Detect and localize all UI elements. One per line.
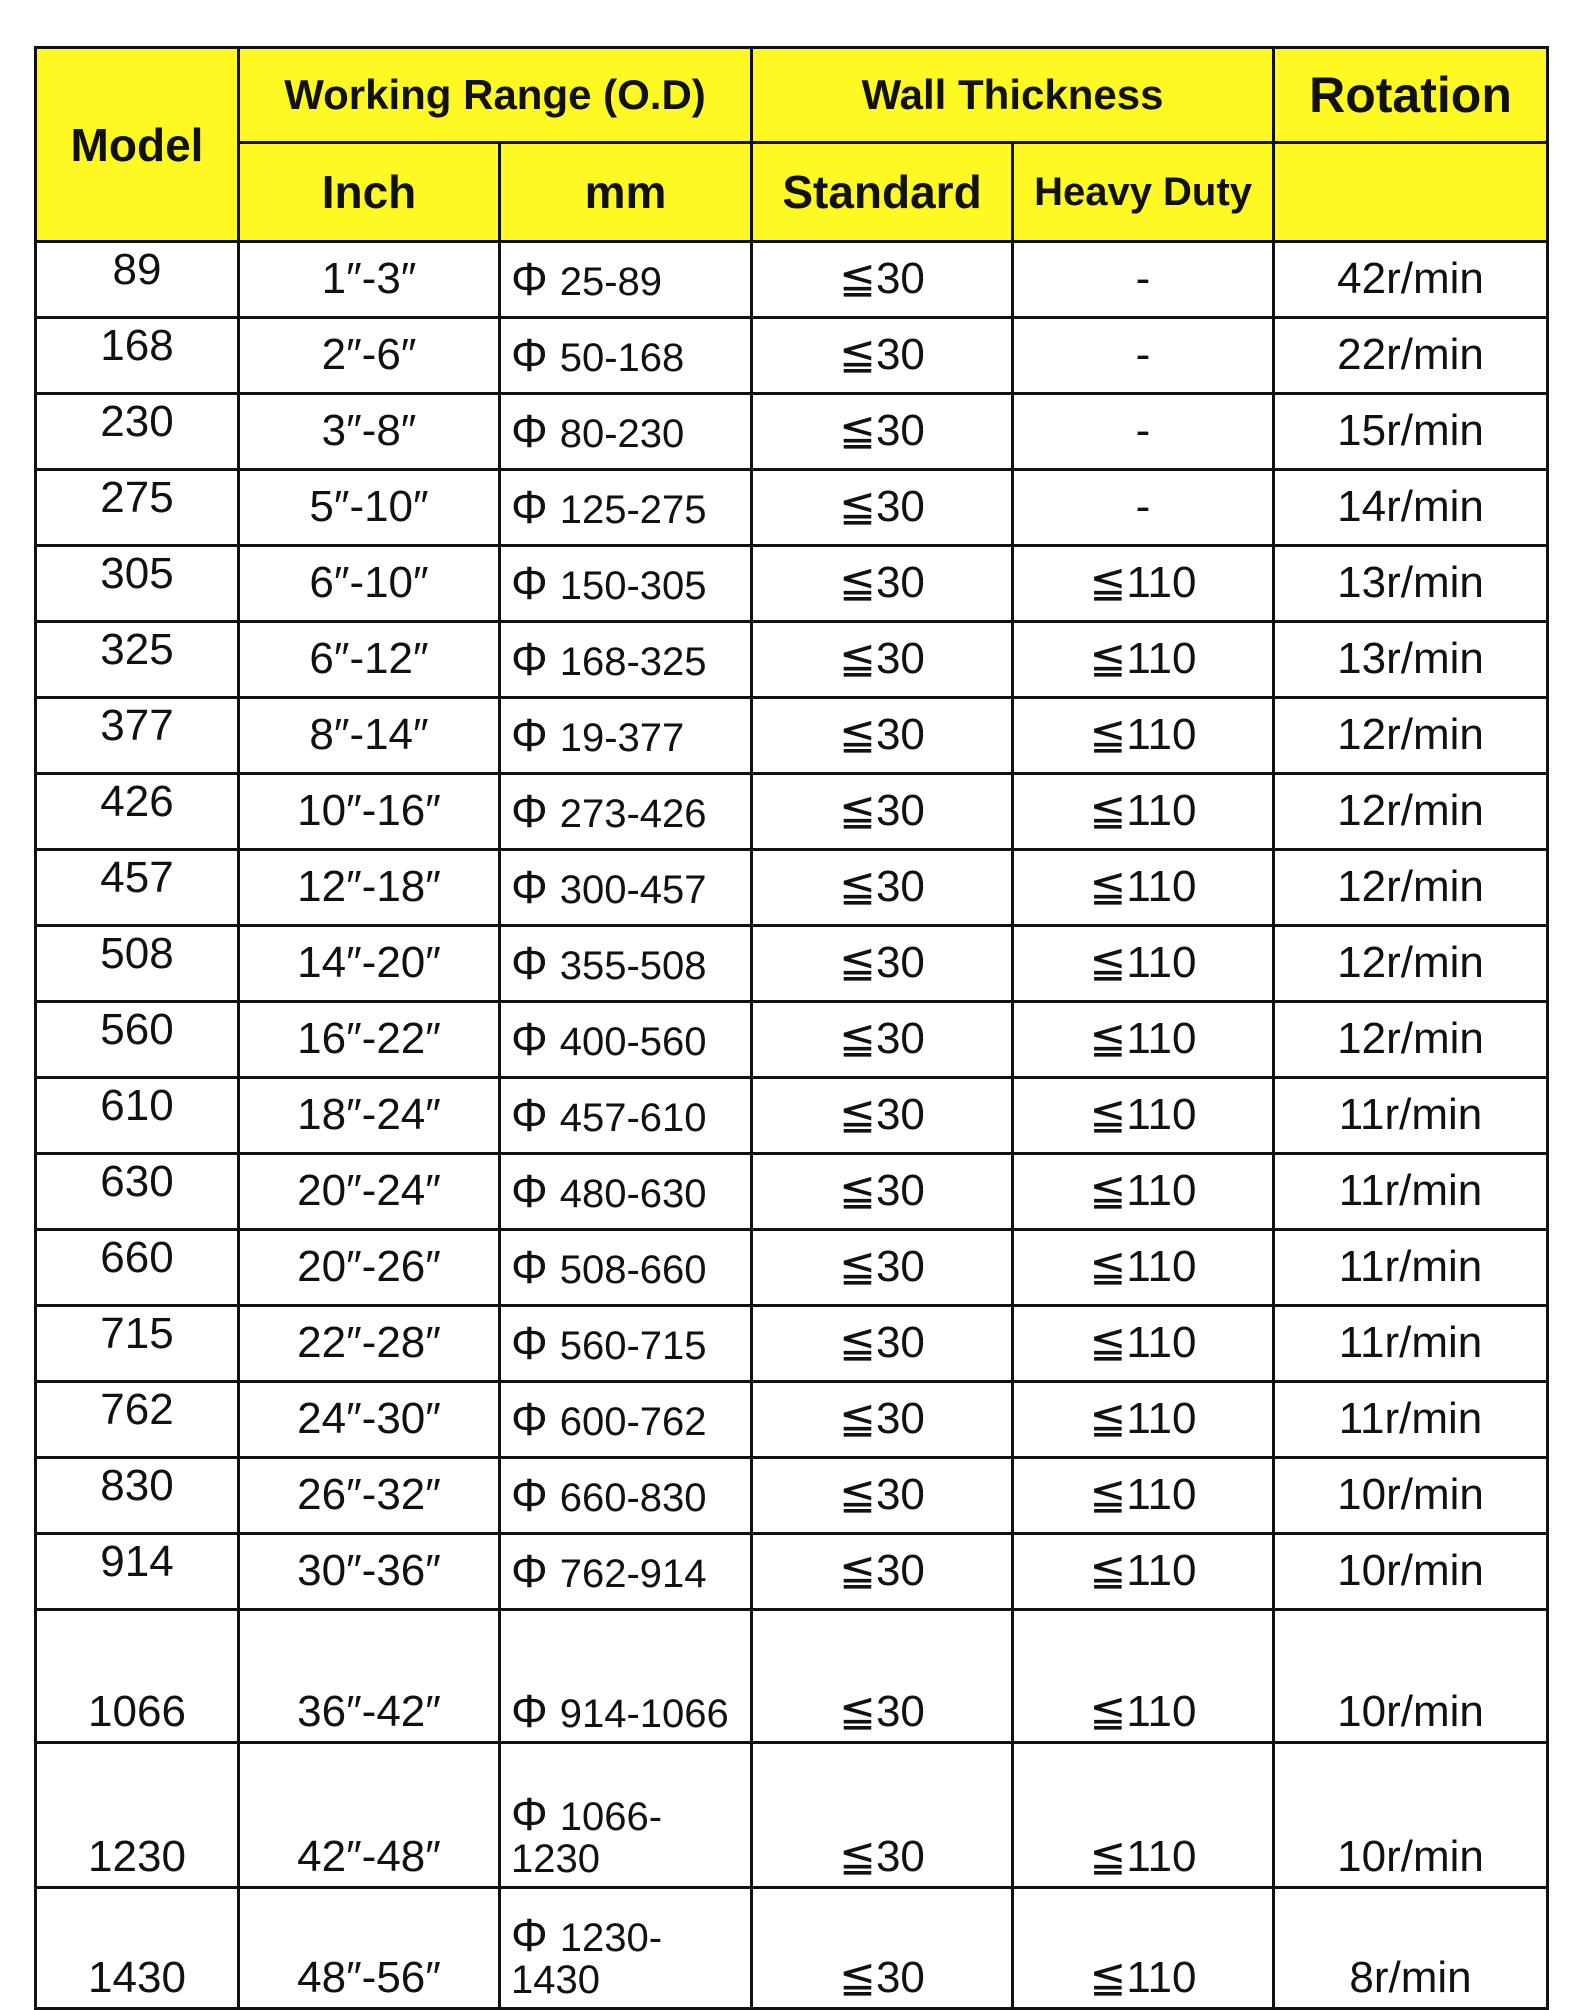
cell-inch: 24″-30″ [239,1382,500,1458]
cell-model: 630 [36,1154,239,1230]
cell-mm [500,1534,752,1610]
cell-inch: 20″-26″ [239,1230,500,1306]
table-row [36,622,1548,698]
cell-mm [500,1610,752,1743]
table-row [36,394,1548,470]
header-rotation-blank [1274,143,1548,242]
cell-model: 230 [36,394,239,470]
cell-standard: ≦30 [752,242,1013,318]
cell-mm [500,926,752,1002]
cell-heavy-duty: - [1013,242,1274,318]
cell-rotation: 12r/min [1274,698,1548,774]
diameter-symbol: Φ [511,1545,548,1598]
cell-inch: 6″-10″ [239,546,500,622]
cell-mm [500,1458,752,1534]
cell-standard: ≦30 [752,1382,1013,1458]
diameter-symbol: Φ [511,633,548,686]
cell-rotation: 10r/min [1274,1610,1548,1743]
mm-range-value: 25-89 [559,260,663,305]
cell-model: 89 [36,242,239,318]
diameter-symbol: Φ [511,1013,548,1066]
cell-mm [500,1888,752,2009]
cell-standard: ≦30 [752,470,1013,546]
cell-heavy-duty: ≦110 [1013,850,1274,926]
mm-range-value: 762-914 [559,1552,707,1597]
cell-standard: ≦30 [752,318,1013,394]
mm-range-value: 80-230 [559,412,685,457]
header-mm: mm [500,143,752,242]
cell-standard: ≦30 [752,1230,1013,1306]
cell-model: 914 [36,1534,239,1610]
cell-standard: ≦30 [752,546,1013,622]
diameter-symbol: Φ [511,1165,548,1218]
mm-range-value: 300-457 [559,868,707,913]
cell-heavy-duty: - [1013,318,1274,394]
cell-mm [500,1743,752,1888]
cell-heavy-duty: ≦110 [1013,546,1274,622]
cell-model: 508 [36,926,239,1002]
cell-standard: ≦30 [752,774,1013,850]
cell-model: 168 [36,318,239,394]
cell-rotation: 11r/min [1274,1154,1548,1230]
cell-inch: 22″-28″ [239,1306,500,1382]
cell-model: 457 [36,850,239,926]
mm-range-value: 914-1066 [559,1691,729,1736]
mm-range-value: 508-660 [559,1248,707,1293]
cell-mm [500,470,752,546]
cell-mm [500,1230,752,1306]
cell-model: 275 [36,470,239,546]
table-row [36,1743,1548,1888]
header-inch: Inch [239,143,500,242]
mm-range-value: 457-610 [559,1096,707,1141]
cell-inch: 14″-20″ [239,926,500,1002]
mm-range-value: 480-630 [559,1172,707,1217]
mm-range-value: 400-560 [559,1020,707,1065]
mm-range-value: 355-508 [559,944,707,989]
cell-rotation: 10r/min [1274,1458,1548,1534]
diameter-symbol: Φ [511,1469,548,1522]
table-row [36,926,1548,1002]
cell-heavy-duty: ≦110 [1013,1306,1274,1382]
cell-inch: 6″-12″ [239,622,500,698]
cell-inch: 8″-14″ [239,698,500,774]
mm-range-value: 125-275 [559,488,707,533]
cell-inch: 26″-32″ [239,1458,500,1534]
cell-heavy-duty: ≦110 [1013,926,1274,1002]
table-row [36,850,1548,926]
cell-inch: 20″-24″ [239,1154,500,1230]
table-row [36,318,1548,394]
header-model: Model [36,48,239,242]
cell-heavy-duty: ≦110 [1013,1743,1274,1888]
cell-inch: 30″-36″ [239,1534,500,1610]
mm-range-value: 273-426 [559,792,707,837]
cell-rotation: 15r/min [1274,394,1548,470]
cell-mm [500,850,752,926]
cell-heavy-duty: ≦110 [1013,1458,1274,1534]
cell-mm [500,242,752,318]
diameter-symbol: Φ [511,1787,548,1840]
cell-model: 715 [36,1306,239,1382]
cell-inch: 18″-24″ [239,1078,500,1154]
table-row [36,546,1548,622]
cell-standard: ≦30 [752,622,1013,698]
diameter-symbol: Φ [511,937,548,990]
table-row [36,242,1548,318]
cell-mm [500,394,752,470]
diameter-symbol: Φ [511,329,548,382]
mm-range-value: 19-377 [559,716,685,761]
cell-mm [500,1078,752,1154]
cell-rotation: 11r/min [1274,1230,1548,1306]
cell-mm [500,1154,752,1230]
cell-model: 426 [36,774,239,850]
table-row [36,1610,1548,1743]
table-row [36,1382,1548,1458]
cell-rotation: 12r/min [1274,1002,1548,1078]
cell-standard: ≦30 [752,1306,1013,1382]
table-row [36,470,1548,546]
diameter-symbol: Φ [511,253,548,306]
cell-model: 610 [36,1078,239,1154]
cell-heavy-duty: ≦110 [1013,774,1274,850]
cell-model: 830 [36,1458,239,1534]
table-row [36,1230,1548,1306]
cell-rotation: 22r/min [1274,318,1548,394]
diameter-symbol: Φ [511,1908,548,1961]
cell-standard: ≦30 [752,1078,1013,1154]
cell-inch: 36″-42″ [239,1610,500,1743]
cell-inch: 48″-56″ [239,1888,500,2009]
cell-model: 762 [36,1382,239,1458]
mm-range-value: 600-762 [559,1400,707,1445]
header-wall-thickness: Wall Thickness [752,48,1274,143]
diameter-symbol: Φ [511,481,548,534]
table-row [36,698,1548,774]
cell-rotation: 11r/min [1274,1306,1548,1382]
table-row [36,774,1548,850]
header-rotation: Rotation [1274,48,1548,143]
mm-range-value: 560-715 [559,1324,707,1369]
cell-rotation: 12r/min [1274,926,1548,1002]
cell-heavy-duty: ≦110 [1013,1610,1274,1743]
cell-rotation: 12r/min [1274,774,1548,850]
mm-range-value: 660-830 [559,1476,707,1521]
header-standard: Standard [752,143,1013,242]
cell-rotation: 8r/min [1274,1888,1548,2009]
cell-inch: 10″-16″ [239,774,500,850]
cell-rotation: 11r/min [1274,1078,1548,1154]
header-heavy-duty: Heavy Duty [1013,143,1274,242]
cell-heavy-duty: ≦110 [1013,1154,1274,1230]
cell-model: 1430 [36,1888,239,2009]
table-row [36,1888,1548,2009]
cell-rotation: 10r/min [1274,1534,1548,1610]
cell-standard: ≦30 [752,1154,1013,1230]
cell-model: 660 [36,1230,239,1306]
cell-rotation: 13r/min [1274,546,1548,622]
mm-range-value: 50-168 [559,336,685,381]
cell-inch: 3″-8″ [239,394,500,470]
table-row [36,1078,1548,1154]
cell-heavy-duty: - [1013,470,1274,546]
cell-inch: 2″-6″ [239,318,500,394]
cell-model: 1066 [36,1610,239,1743]
cell-inch: 1″-3″ [239,242,500,318]
cell-inch: 12″-18″ [239,850,500,926]
cell-standard: ≦30 [752,850,1013,926]
cell-inch: 5″-10″ [239,470,500,546]
cell-standard: ≦30 [752,1458,1013,1534]
diameter-symbol: Φ [511,1241,548,1294]
cell-heavy-duty: ≦110 [1013,1382,1274,1458]
cell-mm [500,622,752,698]
cell-rotation: 14r/min [1274,470,1548,546]
cell-mm [500,1306,752,1382]
mm-range-value: 168-325 [559,640,707,685]
cell-heavy-duty: ≦110 [1013,698,1274,774]
cell-heavy-duty: ≦110 [1013,1078,1274,1154]
diameter-symbol: Φ [511,1089,548,1142]
cell-model: 305 [36,546,239,622]
diameter-symbol: Φ [511,557,548,610]
spec-table [34,46,1549,2010]
cell-model: 377 [36,698,239,774]
table-row [36,1534,1548,1610]
cell-mm [500,318,752,394]
diameter-symbol: Φ [511,405,548,458]
cell-rotation: 12r/min [1274,850,1548,926]
cell-model: 1230 [36,1743,239,1888]
cell-mm [500,1002,752,1078]
diameter-symbol: Φ [511,1317,548,1370]
cell-standard: ≦30 [752,394,1013,470]
cell-rotation: 13r/min [1274,622,1548,698]
header-working-range: Working Range (O.D) [239,48,752,143]
cell-inch: 16″-22″ [239,1002,500,1078]
diameter-symbol: Φ [511,785,548,838]
cell-standard: ≦30 [752,1743,1013,1888]
cell-heavy-duty: ≦110 [1013,622,1274,698]
diameter-symbol: Φ [511,1393,548,1446]
cell-mm [500,698,752,774]
mm-range-value: 1066-1230 [511,1794,663,1881]
cell-rotation: 10r/min [1274,1743,1548,1888]
cell-rotation: 11r/min [1274,1382,1548,1458]
cell-model: 560 [36,1002,239,1078]
table-row [36,1154,1548,1230]
cell-heavy-duty: ≦110 [1013,1002,1274,1078]
cell-rotation: 42r/min [1274,242,1548,318]
table-row [36,1458,1548,1534]
diameter-symbol: Φ [511,861,548,914]
cell-standard: ≦30 [752,1610,1013,1743]
cell-mm [500,546,752,622]
cell-inch: 42″-48″ [239,1743,500,1888]
table-row [36,1306,1548,1382]
cell-standard: ≦30 [752,1002,1013,1078]
table-row [36,1002,1548,1078]
cell-standard: ≦30 [752,1534,1013,1610]
cell-mm [500,774,752,850]
diameter-symbol: Φ [511,709,548,762]
cell-model: 325 [36,622,239,698]
cell-heavy-duty: ≦110 [1013,1230,1274,1306]
diameter-symbol: Φ [511,1684,548,1737]
spec-table-body [36,242,1548,2009]
cell-standard: ≦30 [752,926,1013,1002]
cell-heavy-duty: ≦110 [1013,1534,1274,1610]
cell-heavy-duty: ≦110 [1013,1888,1274,2009]
cell-standard: ≦30 [752,1888,1013,2009]
mm-range-value: 1230-1430 [511,1915,663,2002]
cell-standard: ≦30 [752,698,1013,774]
mm-range-value: 150-305 [559,564,707,609]
cell-mm [500,1382,752,1458]
cell-heavy-duty: - [1013,394,1274,470]
